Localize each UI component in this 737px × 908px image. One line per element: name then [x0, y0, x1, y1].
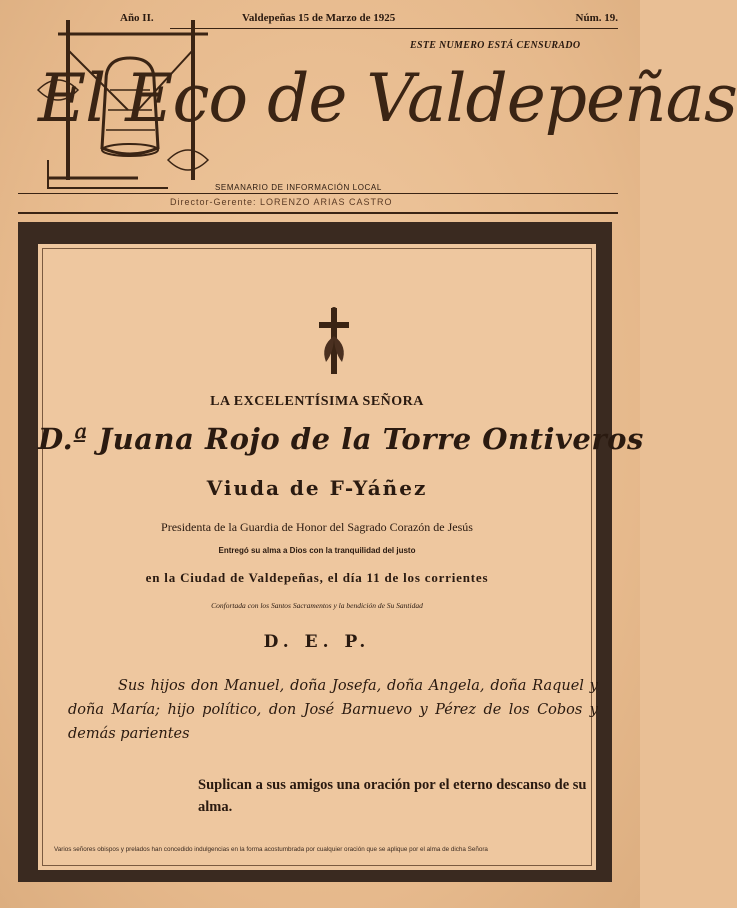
obituary-panel	[38, 244, 644, 870]
masthead-rule-middle	[18, 193, 618, 194]
newspaper-title: El Eco de Valdepeñas	[38, 60, 737, 137]
masthead-rule-top	[170, 28, 618, 29]
issue-date: Valdepeñas 15 de Marzo de 1925	[242, 12, 396, 24]
place-line: en la Ciudad de Valdepeñas, el día 11 de los corrientes	[145, 570, 489, 585]
newspaper-subtitle: SEMANARIO DE INFORMACIÓN LOCAL	[215, 183, 382, 192]
masthead-rule-bottom	[18, 212, 618, 214]
indulgence-footnote: Varios señores obispos y prelados han concedido indulgencias en la forma acostumbrada por cualquier oración que se aplique por el alma de dicha Señora	[54, 846, 488, 853]
deceased-name: D.ª Juana Rojo de la Torre Ontiveros	[38, 422, 644, 456]
prayer-request: Suplican a sus amigos una oración por el eterno descanso de su alma.	[198, 777, 587, 815]
issue-number: Núm. 19.	[575, 12, 618, 24]
family-paragraph: Sus hijos don Manuel, doña Josefa, doña Angela, doña Raquel y doña María; hijo político, don José Barnuevo y Pérez de los Cobos y demás parientes	[68, 678, 598, 742]
issue-year: Año II.	[120, 12, 154, 24]
honorific: LA EXCELENTÍSIMA SEÑORA	[210, 394, 424, 409]
censored-notice: ESTE NUMERO ESTÁ CENSURADO	[410, 40, 581, 51]
rip-line: D. E. P.	[263, 632, 371, 652]
director-line: Director-Gerente: LORENZO ARIAS CASTRO	[170, 197, 393, 207]
ornamental-cross-icon	[316, 306, 352, 380]
mourning-frame	[18, 222, 644, 882]
position-line: Presidenta de la Guardia de Honor del Sagrado Corazón de Jesús	[161, 520, 473, 534]
sacraments-line: Confortada con los Santos Sacramentos y la bendición de Su Santidad	[211, 601, 423, 610]
widow-line: Viuda de F-Yáñez	[206, 476, 428, 500]
death-line: Entregó su alma a Dios con la tranquilidad del justo	[218, 546, 416, 555]
